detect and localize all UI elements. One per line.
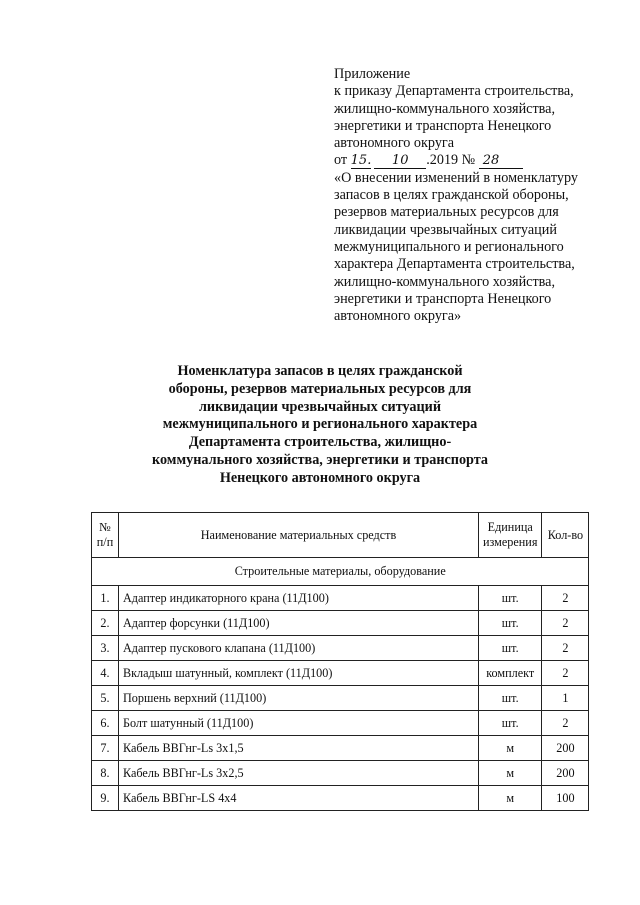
row-num: 8.	[92, 761, 119, 786]
row-num: 1.	[92, 586, 119, 611]
appendix-order-title-line: «О внесении изменений в номенклатуру	[334, 169, 578, 186]
table-row	[92, 611, 589, 636]
appendix-block	[334, 66, 624, 325]
row-qty: 200	[542, 736, 589, 761]
appendix-order-title-line: характера Департамента строительства,	[334, 256, 575, 273]
row-unit: шт.	[479, 686, 542, 711]
table-header-row	[92, 513, 589, 558]
appendix-line: к приказу Департамента строительства,	[334, 83, 574, 100]
table-row	[92, 786, 589, 811]
row-qty: 200	[542, 761, 589, 786]
appendix-order-title-line: жилищно-коммунального хозяйства,	[334, 273, 556, 290]
document-title-line: Ненецкого автономного округа	[219, 469, 421, 486]
header-qty: Кол-во	[542, 513, 589, 558]
appendix-line: Приложение	[334, 66, 411, 82]
row-unit: шт.	[479, 711, 542, 736]
row-name: Поршень верхний (11Д100)	[119, 686, 479, 711]
section-row	[92, 558, 589, 586]
order-date-line	[334, 152, 624, 169]
table-row	[92, 586, 589, 611]
row-unit: комплект	[479, 661, 542, 686]
row-qty: 2	[542, 586, 589, 611]
appendix-line: автономного округа	[334, 135, 455, 152]
row-num: 5.	[92, 686, 119, 711]
row-unit: м	[479, 761, 542, 786]
row-num: 3.	[92, 636, 119, 661]
appendix-order-title-line: автономного округа»	[334, 308, 462, 325]
row-name: Адаптер индикаторного крана (11Д100)	[119, 586, 479, 611]
table-row	[92, 636, 589, 661]
row-name: Кабель ВВГнг-Ls 3х1,5	[119, 736, 479, 761]
table-row	[92, 711, 589, 736]
order-month: 10	[374, 154, 426, 169]
order-number: 28	[479, 154, 523, 169]
row-num: 4.	[92, 661, 119, 686]
document-title-line: Департамента строительства, жилищно-	[188, 434, 452, 451]
section-title: Строительные материалы, оборудование	[92, 558, 589, 586]
document-title-line: Номенклатура запасов в целях гражданской	[177, 363, 463, 379]
header-unit: Единица измерения	[479, 513, 542, 558]
row-name: Болт шатунный (11Д100)	[119, 711, 479, 736]
appendix-order-title-line: межмуниципального и регионального	[334, 238, 564, 255]
row-unit: м	[479, 736, 542, 761]
row-unit: шт.	[479, 636, 542, 661]
table-row	[92, 686, 589, 711]
document-title-line: межмуниципального и регионального характера	[162, 416, 478, 433]
appendix-line: жилищно-коммунального хозяйства,	[334, 100, 556, 117]
row-qty: 2	[542, 636, 589, 661]
appendix-line: энергетики и транспорта Ненецкого	[334, 117, 552, 134]
nomenclature-table	[91, 512, 589, 811]
row-qty: 2	[542, 661, 589, 686]
table-row	[92, 761, 589, 786]
row-qty: 2	[542, 711, 589, 736]
row-unit: шт.	[479, 586, 542, 611]
table-row	[92, 736, 589, 761]
order-day: 15.	[350, 153, 372, 169]
appendix-order-title-line: запасов в целях гражданской обороны,	[334, 187, 569, 204]
row-num: 7.	[92, 736, 119, 761]
appendix-order-title-line: резервов материальных ресурсов для	[334, 204, 559, 221]
row-num: 9.	[92, 786, 119, 811]
document-title-line: ликвидации чрезвычайных ситуаций	[198, 398, 442, 415]
order-from-label: от	[334, 152, 348, 169]
row-num: 2.	[92, 611, 119, 636]
row-unit: шт.	[479, 611, 542, 636]
document-title	[120, 363, 520, 488]
table-row	[92, 661, 589, 686]
document-title-line: обороны, резервов материальных ресурсов для	[168, 380, 472, 397]
row-name: Вкладыш шатунный, комплект (11Д100)	[119, 661, 479, 686]
row-qty: 1	[542, 686, 589, 711]
row-name: Кабель ВВГнг-LS 4х4	[119, 786, 479, 811]
order-year: .2019	[426, 152, 459, 169]
row-unit: м	[479, 786, 542, 811]
header-num: № п/п	[92, 513, 119, 558]
document-title-line: коммунального хозяйства, энергетики и транспорта	[151, 451, 488, 468]
row-num: 6.	[92, 711, 119, 736]
appendix-order-title-line: энергетики и транспорта Ненецкого	[334, 290, 552, 307]
header-name: Наименование материальных средств	[119, 513, 479, 558]
appendix-order-title-line: ликвидации чрезвычайных ситуаций	[334, 221, 557, 238]
row-name: Кабель ВВГнг-Ls 3х2,5	[119, 761, 479, 786]
row-qty: 2	[542, 611, 589, 636]
row-name: Адаптер пускового клапана (11Д100)	[119, 636, 479, 661]
order-number-label: №	[461, 152, 476, 169]
row-name: Адаптер форсунки (11Д100)	[119, 611, 479, 636]
row-qty: 100	[542, 786, 589, 811]
